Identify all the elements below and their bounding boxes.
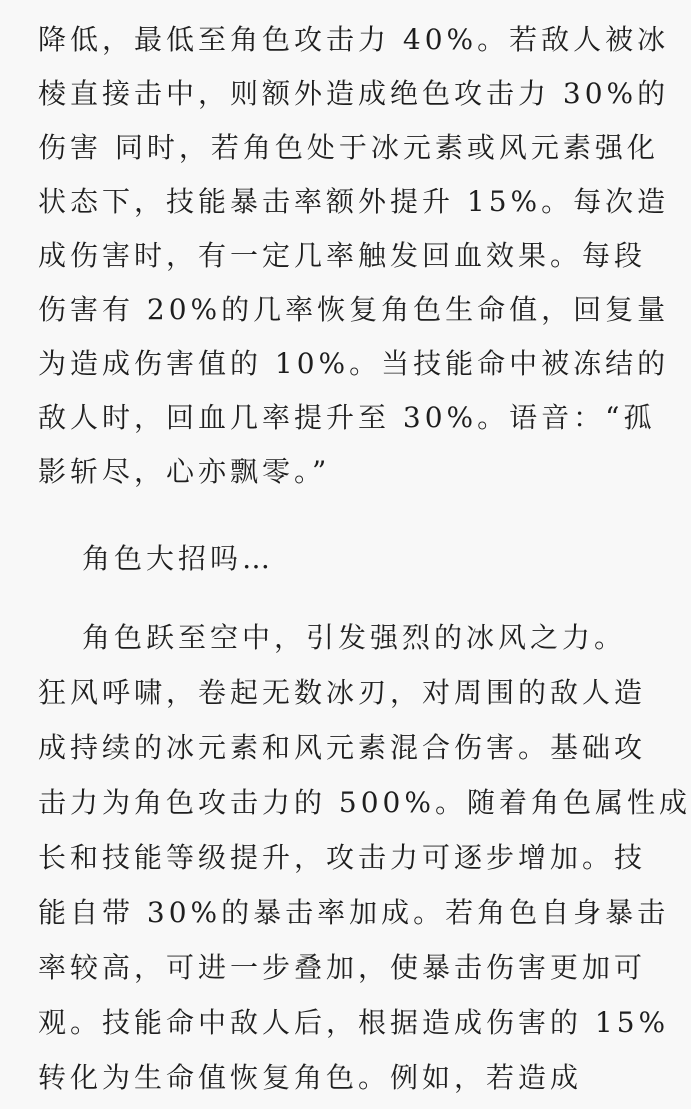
text-line: 转化为生命值恢复角色。例如，若造成 xyxy=(38,1061,583,1094)
text-line: 狂风呼啸，卷起无数冰刃，对周围的敌人造 xyxy=(38,676,647,709)
text-line: 击力为角色攻击力的 500%。随着角色属性成 xyxy=(38,786,691,819)
text-line: 伤害有 20%的几率恢复角色生命值，回复量 xyxy=(38,293,670,326)
text-line: 成伤害时，有一定几率触发回血效果。每段 xyxy=(38,239,647,272)
paragraph-first-line: 角色跃至空中，引发强烈的冰风之力。 xyxy=(82,621,627,654)
text-line: 伤害 同时，若角色处于冰元素或风元素强化 xyxy=(38,131,659,164)
text-line: 为造成伤害值的 10%。当技能命中被冻结的 xyxy=(38,347,670,380)
text-line: 能自带 30%的暴击率加成。若角色自身暴击 xyxy=(38,896,670,929)
text-line: 率较高，可进一步叠加，使暴击伤害更加可 xyxy=(38,951,647,984)
text-line: 降低，最低至角色攻击力 40%。若敌人被冰 xyxy=(38,23,670,56)
text-line: 棱直接击中，则额外造成绝色攻击力 30%的 xyxy=(38,77,670,110)
text-line: 状态下，技能暴击率额外提升 15%。每次造 xyxy=(38,185,670,218)
text-line: 长和技能等级提升，攻击力可逐步增加。技 xyxy=(38,841,647,874)
text-line: 成持续的冰元素和风元素混合伤害。基础攻 xyxy=(38,731,647,764)
text-line: 观。技能命中敌人后，根据造成伤害的 15% xyxy=(38,1006,670,1039)
paragraph-heading-line: 角色大招吗… xyxy=(82,542,275,575)
text-line: 敌人时，回血几率提升至 30%。语音：“孤 xyxy=(38,401,656,434)
text-line: 影斩尽，心亦飘零。” xyxy=(38,455,331,488)
